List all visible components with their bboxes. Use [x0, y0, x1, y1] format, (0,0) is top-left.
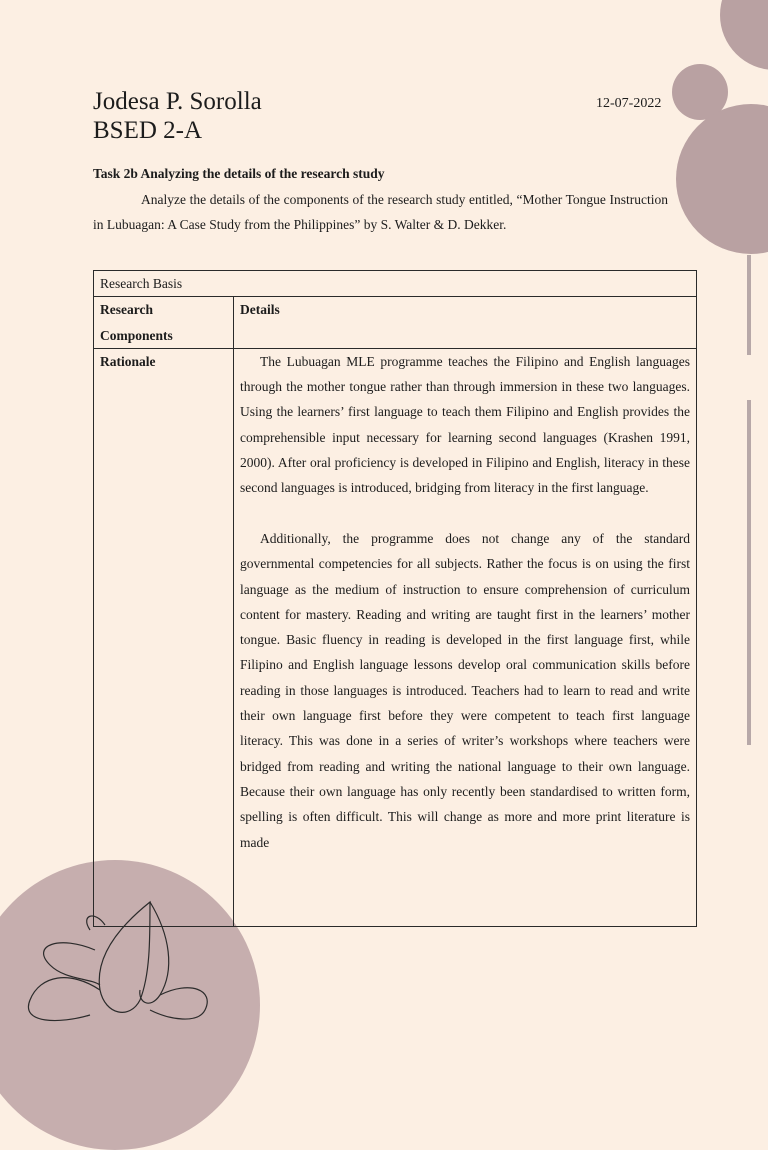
row-details-cell [234, 348, 697, 926]
student-name: Jodesa P. Sorolla [93, 88, 262, 115]
details-paragraph: The Lubuagan MLE programme teaches the Filipino and English languages through the mother tongue rather than through immersion in these two languages. Using the learners’ first language to teach them Filipino and English provides the comprehensible input necessary for learning second languages (Krashen 1991, 2000). After oral proficiency is developed in Filipino and English, literacy in these second languages is introduced, bridging from literacy in the first language. [240, 353, 690, 496]
research-table [93, 270, 697, 927]
decorative-circle [720, 0, 768, 70]
scrollbar-thumb[interactable] [747, 400, 751, 745]
details-paragraph: Additionally, the programme does not change any of the standard governmental competencies for all subjects. Rather the focus is on using the first language as the medium of instruction to ensure comprehension of curriculum content for mastery. Reading and writing are taught first in the learners’ mother tongue. Basic fluency in reading is developed in the first language first, while Filipino and English language lessons develop oral communication skills before reading in those languages is introduced. Teachers had to learn to read and write their own language first before they were competent to teach first language literacy. This was done in a series of writer’s workshops where teachers were bridged from reading and writing the national language to their own language. Because their own language has only recently been standardised to written form, spelling is often difficult. This will change as more and more print literature is made [240, 530, 690, 850]
table-caption: Research Basis [94, 271, 697, 297]
column-header-details: Details [234, 297, 697, 349]
document-date: 12-07-2022 [596, 96, 662, 111]
column-header-components: Research Components [94, 297, 234, 349]
row-component-label: Rationale [94, 348, 234, 926]
course-section: BSED 2-A [93, 117, 203, 144]
task-instructions [93, 187, 668, 237]
task-instructions-text: Analyze the details of the components of the research study entitled, “Mother Tongue Instruction in Lubuagan: A Case Study from the Philippines” by S. Walter & D. Dekker. [93, 192, 668, 232]
table-row [94, 348, 697, 926]
scrollbar-thumb[interactable] [747, 255, 751, 355]
table-header-row [94, 297, 697, 349]
task-title: Task 2b Analyzing the details of the research study [93, 166, 385, 181]
decorative-circle [676, 104, 768, 254]
